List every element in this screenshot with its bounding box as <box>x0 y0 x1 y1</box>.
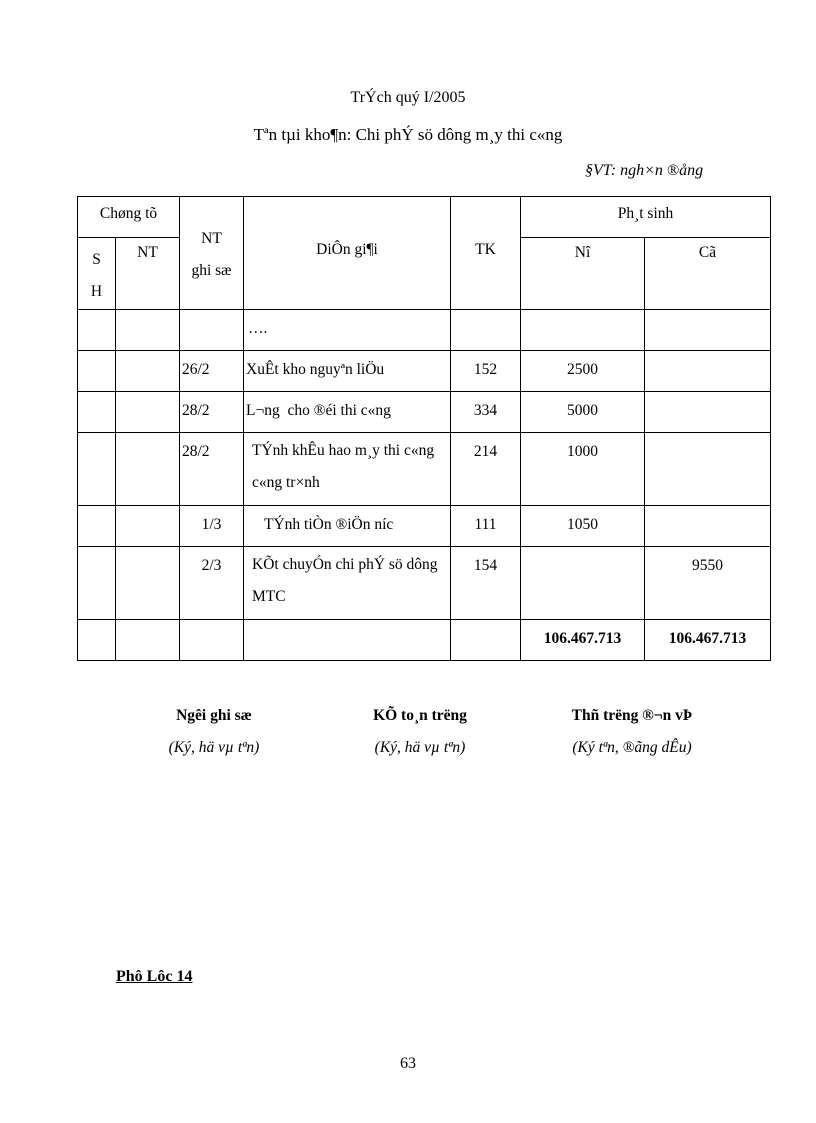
cell-sh <box>78 310 116 351</box>
table-row <box>78 392 771 433</box>
cell-description: L¬ng cho ®éi thi c«ng <box>244 392 451 433</box>
cell-description <box>244 620 451 661</box>
cell-nt <box>116 620 180 661</box>
cell-debit <box>521 547 645 620</box>
cell-nt <box>116 392 180 433</box>
extract-heading: TrÝch quý I/2005 <box>350 89 466 106</box>
cell-date <box>180 310 244 351</box>
table-row <box>78 547 771 620</box>
cell-debit <box>521 310 645 351</box>
cell-nt <box>116 433 180 506</box>
cell-tk: 334 <box>451 392 521 433</box>
cell-nt <box>116 506 180 547</box>
cell-sh <box>78 392 116 433</box>
header-debit: Nî <box>521 238 645 310</box>
header-description: DiÔn gi¶i <box>244 197 451 310</box>
cell-date <box>180 620 244 661</box>
header-sh: S H <box>78 238 116 310</box>
cell-sh <box>78 506 116 547</box>
page-number: 63 <box>400 1055 416 1072</box>
cell-tk: 111 <box>451 506 521 547</box>
cell-credit <box>645 392 771 433</box>
cell-nt <box>116 310 180 351</box>
cell-tk <box>451 310 521 351</box>
cell-credit <box>645 310 771 351</box>
cell-debit: 5000 <box>521 392 645 433</box>
cell-credit <box>645 351 771 392</box>
cell-tk: 154 <box>451 547 521 620</box>
cell-nt <box>116 547 180 620</box>
ledger-table <box>77 196 771 661</box>
total-row <box>78 620 771 661</box>
table-row <box>78 351 771 392</box>
header-arising: Ph¸t sinh <box>521 197 771 238</box>
cell-sh <box>78 547 116 620</box>
header-posting-date: NT ghi sæ <box>180 197 244 310</box>
cell-description: …. <box>244 310 451 351</box>
signature-note: (Ký tªn, ®ãng dÊu) <box>572 739 692 756</box>
signature-title: Ngêi ghi sæ <box>176 707 252 724</box>
cell-description: TÝnh khÊu hao m¸y thi c«ng c«ng tr×nh <box>244 433 451 506</box>
account-title: Tªn tµi kho¶n: Chi phÝ sö dông m¸y thi c«ng <box>253 125 563 144</box>
signature-bookkeeper <box>114 707 314 757</box>
cell-sh <box>78 351 116 392</box>
cell-debit: 1000 <box>521 433 645 506</box>
unit-label: §VT: ngh×n ®ång <box>585 162 704 179</box>
cell-description: XuÊt kho nguyªn liÖu <box>244 351 451 392</box>
cell-debit: 2500 <box>521 351 645 392</box>
cell-debit: 1050 <box>521 506 645 547</box>
signature-director <box>532 707 732 757</box>
cell-nt <box>116 351 180 392</box>
cell-description: TÝnh tiÒn ®iÖn níc <box>244 506 451 547</box>
signature-chief-accountant <box>320 707 520 757</box>
table-row <box>78 433 771 506</box>
cell-credit <box>645 506 771 547</box>
cell-sh <box>78 433 116 506</box>
cell-date: 26/2 <box>180 351 244 392</box>
signature-title: KÕ to¸n trëng <box>373 707 467 724</box>
total-debit: 106.467.713 <box>521 620 645 661</box>
cell-credit: 9550 <box>645 547 771 620</box>
table-row <box>78 506 771 547</box>
header-credit: Cã <box>645 238 771 310</box>
cell-tk: 214 <box>451 433 521 506</box>
cell-date: 28/2 <box>180 392 244 433</box>
cell-tk: 152 <box>451 351 521 392</box>
signature-note: (Ký, hä vµ tªn) <box>168 739 260 756</box>
cell-credit <box>645 433 771 506</box>
cell-sh <box>78 620 116 661</box>
cell-tk <box>451 620 521 661</box>
total-credit: 106.467.713 <box>645 620 771 661</box>
cell-date: 28/2 <box>180 433 244 506</box>
signature-title: Thñ trëng ®¬n vÞ <box>571 707 693 724</box>
cell-date: 2/3 <box>180 547 244 620</box>
appendix-label: Phô Lôc 14 <box>116 968 193 985</box>
header-nt: NT <box>116 238 180 310</box>
cell-description: KÕt chuyÓn chi phÝ sö dông MTC <box>244 547 451 620</box>
cell-date: 1/3 <box>180 506 244 547</box>
header-tk: TK <box>451 197 521 310</box>
header-voucher: Chøng tõ <box>78 197 180 238</box>
table-row <box>78 310 771 351</box>
signature-note: (Ký, hä vµ tªn) <box>374 739 466 756</box>
